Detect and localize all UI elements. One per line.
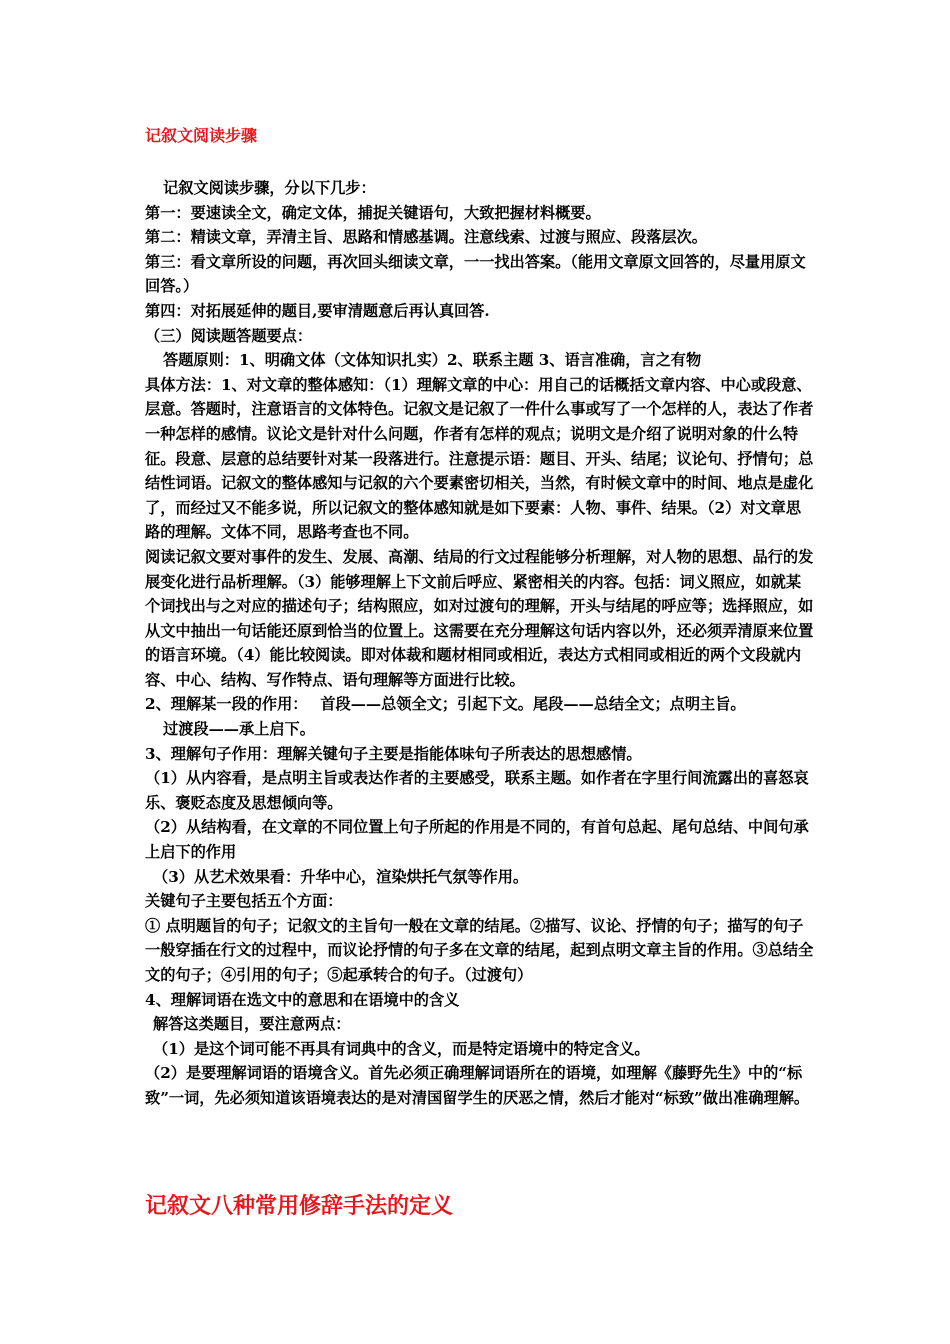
paragraph-step-3: 第三：看文章所设的问题，再次回头细读文章，一一找出答案。（能用文章原文回答的，尽量用原文回答。） [145,252,806,296]
paragraph-intro: 记叙文阅读步骤，分以下几步： [163,179,376,197]
paragraph-key-sentences: 关键句子主要包括五个方面： [145,892,343,911]
paragraph-step-2: 第二：精读文章，弄清主旨、思路和情感基调。注意线索、过渡与照应、段落层次。 [145,228,707,247]
paragraph-principles: 答题原则：1、明确文体（文体知识扎实）2、联系主题 3、语言准确，言之有物 [163,351,702,370]
paragraph-five-aspects: ① 点明题旨的句子；记叙文的主旨句一般在文章的结尾。②描写、议论、抒情的句子；描写的句子一般穿插在行文的过程中，而议论抒情的句子多在文章的结尾，起到点明文章主旨的作用。③总结全文的句子；④引用的句子；⑤起承转合的句子。（过渡句） [145,916,814,984]
paragraph-step-1: 第一：要速读全文，确定文体，捕捉关键语句，大致把握材料概要。 [145,203,601,222]
paragraph-content-view: （1）从内容看，是点明主旨或表达作者的主要感受，联系主题。如作者在字里行间流露出的喜怒哀乐、褒贬态度及思想倾向等。 [145,769,809,812]
paragraph-art-effect: （3）从艺术效果看：升华中心，渲染烘托气氛等作用。 [153,867,529,886]
paragraph-sentence-role: 3、理解句子作用：理解关键句子主要是指能体味句子所表达的思想感情。 [145,744,642,763]
document-body [145,176,815,1111]
paragraph-section-3-heading: （三）阅读题答题要点： [145,326,313,345]
paragraph-word-meaning: 4、理解词语在选文中的意思和在语境中的含义 [145,990,460,1009]
paragraph-point-2: （2）是要理解词语的语境含义。首先必须正确理解词语所在的语境，如理解《藤野先生》中的“标致”一词，先必须知道该语境表达的是对清国留学生的厌恶之情，然后才能对“标致”做出准确理解。 [145,1064,810,1107]
paragraph-structure-view: （2）从结构看，在文章的不同位置上句子所起的作用是不同的，有首句总起、尾句总结、中间句承上启下的作用 [145,818,809,862]
paragraph-two-points: 解答这类题目，要注意两点： [153,1015,351,1034]
paragraph-narrative-reading: 阅读记叙文要对事件的发生、发展、高潮、结局的行文过程能够分析理解，对人物的思想、品行的发展变化进行品析理解。（3）能够理解上下文前后呼应、紧密相关的内容。包括：词义照应，如就某个词找出与之对应的描述句子；结构照应，如对过渡句的理解，开头与结尾的呼应等；选择照应，如从文中抽出一句话能还原到恰当的位置上。这需要在充分理解这句话内容以外，还必须弄清原来位置的语言环境。（4）能比较阅读。即对体裁和题材相同或相近，表达方式相同或相近的两个文段就内容、中心、结构、写作特点、语句理解等方面进行比较。 [145,547,814,689]
paragraph-methods: 具体方法：1、对文章的整体感知：（1）理解文章的中心：用自己的话概括文章内容、中心或段意、层意。答题时，注意语言的文体特色。记叙文是记叙了一件什么事或写了一个怎样的人，表达了作者一种怎样的感情。议论文是针对什么问题，作者有怎样的观点；说明文是介绍了说明对象的什么特征。段意、层意的总结要针对某一段落进行。注意提示语：题目、开头、结尾；议论句、抒情句；总结性词语。记叙文的整体感知与记叙的六个要素密切相关，当然，有时候文章中的时间、地点是虚化了，而经过又不能多说，所以记叙文的整体感知就是如下要素：人物、事件、结果。（2）对文章思路的理解。文体不同，思路考查也不同。 [145,375,814,542]
paragraph-transition: 过渡段——承上启下。 [163,720,315,739]
paragraph-point-1: （1）是这个词可能不再具有词典中的含义，而是特定语境中的特定含义。 [153,1039,650,1058]
reading-steps-heading: 记叙文阅读步骤 [145,126,258,145]
paragraph-step-4: 第四：对拓展延伸的题目,要审清题意后再认真回答. [145,301,490,320]
rhetoric-section-title: 记叙文八种常用修辞手法的定义 [145,1193,454,1219]
paragraph-paragraph-role: 2、理解某一段的作用： 首段——总领全文；引起下文。尾段——总结全文；点明主旨。 [145,695,746,714]
